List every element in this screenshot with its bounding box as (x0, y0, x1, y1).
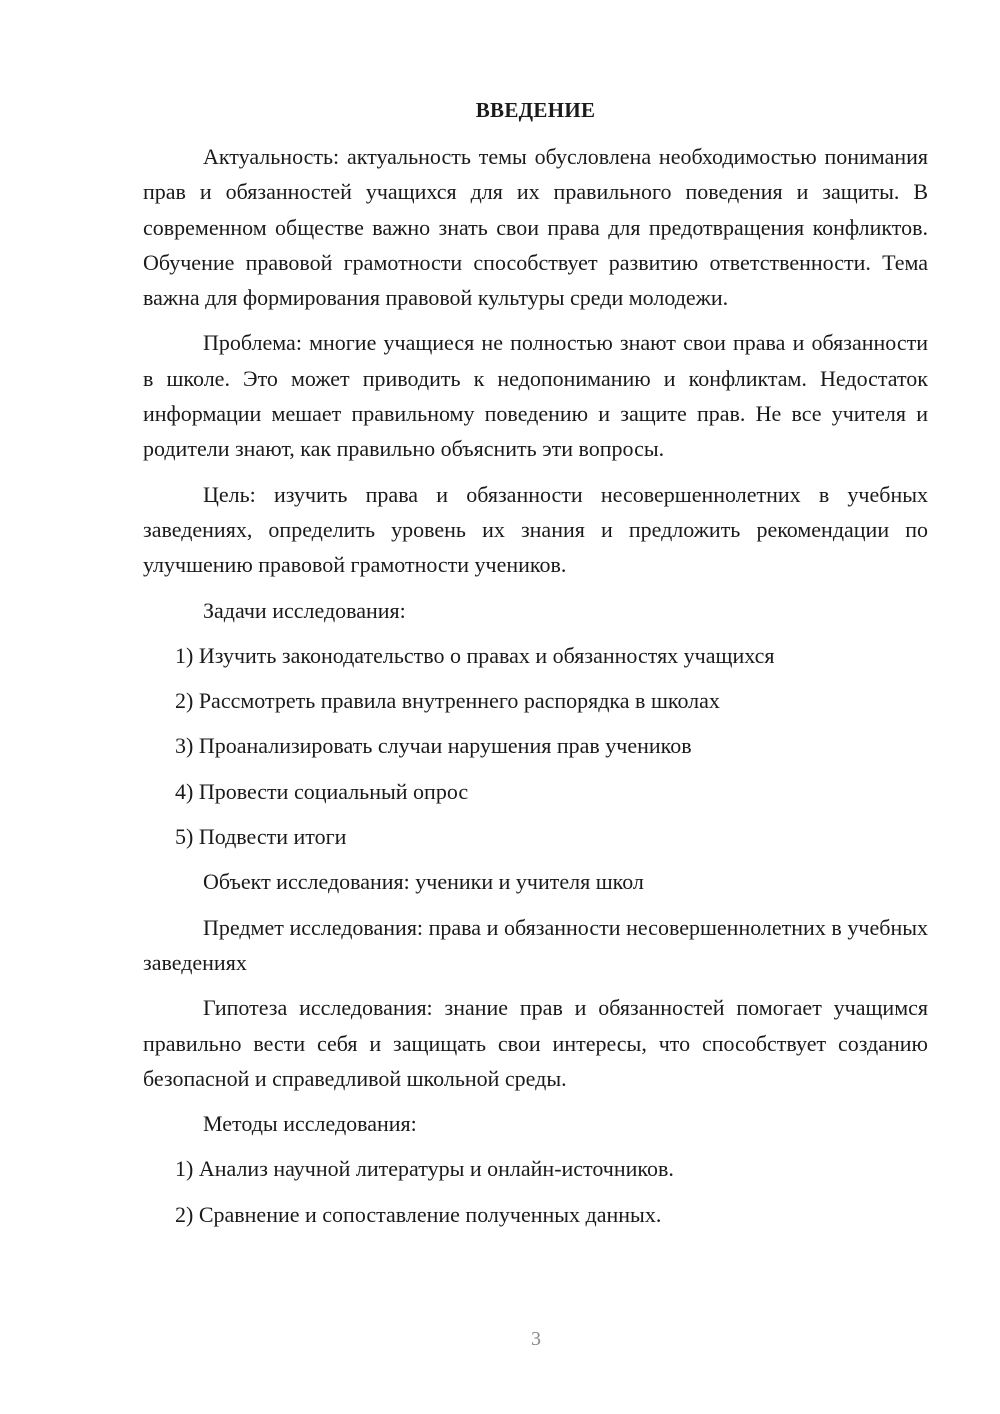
list-item: 2) Рассмотреть правила внутреннего распорядка в школах (175, 688, 720, 714)
list-item: 3) Проанализировать случаи нарушения прав учеников (175, 733, 692, 759)
page-title: ВВЕДЕНИЕ (475, 98, 596, 122)
hypothesis-paragraph: Гипотеза исследования: знание прав и обязанностей помогает учащимся правильно вести себя и защищать свои интересы, что способствует созданию безопасной и справедливой школьной среды. (143, 995, 928, 1091)
object-paragraph: Объект исследования: ученики и учителя школ (203, 869, 644, 895)
subject-paragraph: Предмет исследования: права и обязанности несовершеннолетних в учебных заведениях (143, 914, 928, 975)
methods-label: Методы исследования: (203, 1111, 417, 1137)
document-page (143, 95, 928, 1242)
problem-paragraph: Проблема: многие учащиеся не полностью знают свои права и обязанности в школе. Это может приводить к недопониманию и конфликтам. Недостаток информации мешает правильному поведению и защите прав. Не все учителя и родители знают, как правильно объяснить эти вопросы. (143, 330, 928, 462)
tasks-label: Задачи исследования: (203, 597, 406, 623)
goal-paragraph: Цель: изучить права и обязанности несовершеннолетних в учебных заведениях, определить уровень их знания и предложить рекомендации по улучшению правовой грамотности учеников. (143, 481, 928, 578)
tasks-list (143, 638, 928, 854)
list-item: 5) Подвести итоги (175, 824, 347, 850)
list-item: 2) Сравнение и сопоставление полученных данных. (175, 1201, 662, 1227)
page-number: 3 (531, 1328, 541, 1350)
methods-list (143, 1151, 928, 1232)
list-item: 1) Анализ научной литературы и онлайн-источников. (175, 1156, 674, 1182)
relevance-paragraph: Актуальность: актуальность темы обусловлена необходимостью понимания прав и обязанностей учащихся для их правильного поведения и защиты. В современном обществе важно знать свои права для предотвращения конфликтов. Обучение правовой грамотности способствует развитию ответственности. Тема важна для формирования правовой культуры среди молодежи. (143, 144, 928, 311)
list-item: 1) Изучить законодательство о правах и обязанностях учащихся (175, 642, 775, 668)
list-item: 4) Провести социальный опрос (175, 778, 469, 804)
